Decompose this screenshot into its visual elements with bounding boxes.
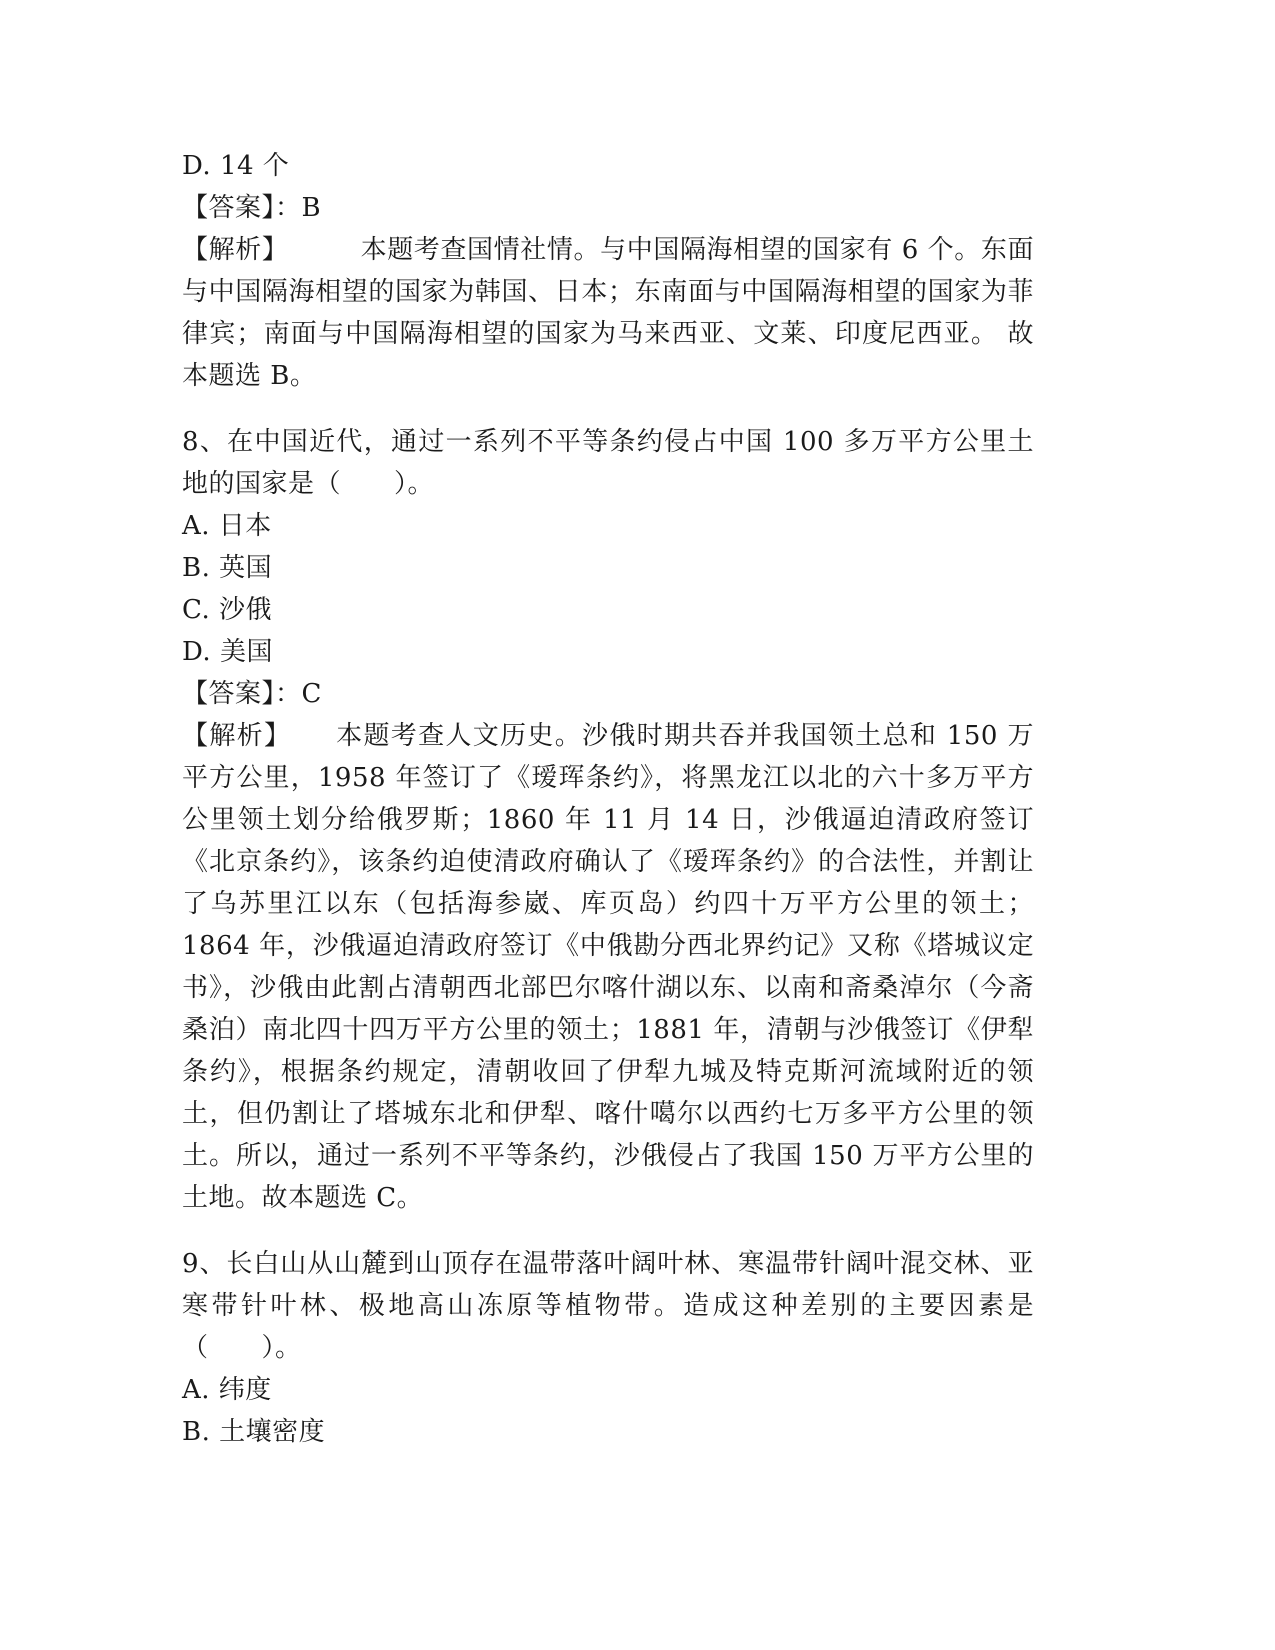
question-9 — [182, 1243, 1034, 1453]
question-stem: 9、长白山从山麓到山顶存在温带落叶阔叶林、寒温带针阔叶混交林、亚寒带针叶林、极地高山冻原等植物带。造成这种差别的主要因素是（ ）。 — [182, 1249, 1034, 1363]
analysis-text: 本题考查人文历史。沙俄时期共吞并我国领土总和 150 万平方公里，1958 年签订了《瑷珲条约》，将黑龙江以北的六十多万平方公里领土划分给俄罗斯；1860 年 11 月 14 日，沙俄逼迫清政府签订《北京条约》，该条约迫使清政府确认了《瑷珲条约》的合法性，并割让了乌苏里江以东（包括海参崴、库页岛）约四十万平方公里的领土；1864 年，沙俄逼迫清政府签订《中俄勘分西北界约记》又称《塔城议定书》，沙俄由此割占清朝西北部巴尔喀什湖以东、以南和斋桑淖尔（今斋桑泊）南北四十四万平方公里的领土；1881 年，清朝与沙俄签订《伊犁条约》，根据条约规定，清朝收回了伊犁九城及特克斯河流域附近的领土，但仍割让了塔城东北和伊犁、喀什噶尔以西约七万多平方公里的领土。所以，通过一系列不平等条约，沙俄侵占了我国 150 万平方公里的土地。故本题选 C。 — [182, 721, 1034, 1213]
analysis-paragraph — [182, 715, 1034, 1219]
question-stem: 8、在中国近代，通过一系列不平等条约侵占中国 100 多万平方公里土地的国家是（ ）。 — [182, 427, 1034, 499]
option-d: D. 美国 — [182, 637, 273, 667]
document-page — [182, 145, 1034, 1453]
analysis-label: 【解析】 — [182, 235, 289, 265]
option-d: D. 14 个 — [182, 151, 290, 181]
option-b: B. 土壤密度 — [182, 1417, 326, 1447]
option-a: A. 日本 — [182, 511, 272, 541]
analysis-text: 本题考查国情社情。与中国隔海相望的国家有 6 个。东面与中国隔海相望的国家为韩国、日本；东南面与中国隔海相望的国家为菲律宾；南面与中国隔海相望的国家为马来西亚、文莱、印度尼西亚。 故本题选 B。 — [182, 235, 1034, 391]
question-7-tail — [182, 145, 1034, 397]
analysis-label: 【解析】 — [182, 721, 292, 751]
question-8 — [182, 421, 1034, 1219]
answer-line: 【答案】：C — [182, 679, 322, 709]
option-a: A. 纬度 — [182, 1375, 272, 1405]
analysis-paragraph — [182, 229, 1034, 397]
answer-line: 【答案】：B — [182, 193, 322, 223]
option-b: B. 英国 — [182, 553, 273, 583]
option-c: C. 沙俄 — [182, 595, 272, 625]
